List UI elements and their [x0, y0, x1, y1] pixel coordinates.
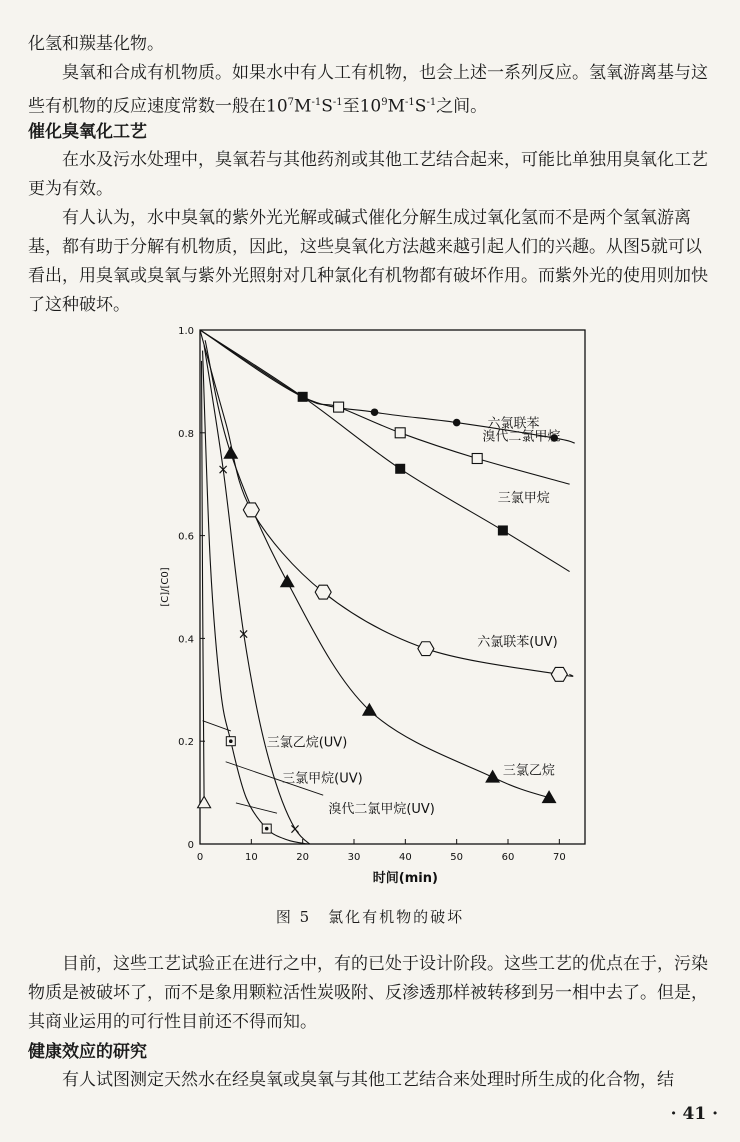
- y-tick-label: 0.4: [178, 634, 194, 646]
- series-annotation: 三氯乙烷(UV): [266, 735, 348, 751]
- figure-caption: 图 5 氯化有机物的破坏: [275, 908, 465, 926]
- data-point-dot: [265, 827, 269, 831]
- paragraph-1: 臭氧和合成有机物质。如果水中有人工有机物，也会上述一系列反应。氢氧游离基与这些有机物的反应速度常数一般在$10^7M^{-1}S^{-1}$至$10^9M^{-1}S^{-1}$之间。: [28, 63, 708, 117]
- paragraph-3: 有人认为，水中臭氧的紫外光光解或碱式催化分解生成过氧化氢而不是两个氢氧游离基，都有助于分解有机物质，因此，这些臭氧化方法越来越引起人们的兴趣。从图5就可以看出，用臭氧或臭氧与紫外光照射对几种氯化有机物都有破坏作用。而紫外光的使用则加快了这种破坏。: [28, 208, 708, 315]
- x-axis-label: 时间(min): [372, 871, 438, 886]
- text-line-top: 化氢和羰基化物。: [28, 34, 164, 54]
- data-point: [315, 585, 331, 599]
- data-point: [395, 428, 405, 438]
- x-tick-label: 0: [196, 852, 204, 863]
- data-point: [298, 392, 308, 402]
- y-axis-label: [C]/[C0]: [160, 567, 171, 607]
- y-tick-label: 0.8: [178, 428, 194, 440]
- series-annotation: 三氯甲烷: [497, 491, 550, 507]
- data-point: [371, 408, 379, 416]
- data-point: [498, 525, 508, 535]
- x-tick-label: 30: [347, 852, 361, 863]
- x-tick-label: 10: [244, 852, 258, 863]
- paragraph-4: 目前，这些工艺试验正在进行之中，有的已处于设计阶段。这些工艺的优点在于，污染物质是被破坏了，而不是象用颗粒活性炭吸附、反渗透那样被转移到另一相中去了。但是，其商业运用的可行性目前还不得而知。: [28, 954, 708, 1032]
- y-tick-label: 1.0: [178, 326, 194, 337]
- page-number: · 41 ·: [670, 1104, 718, 1124]
- y-tick-label: 0: [187, 840, 194, 851]
- y-tick-label: 0.2: [178, 737, 194, 749]
- data-point: [551, 667, 567, 681]
- paragraph-2: 在水及污水处理中，臭氧若与其他药剂或其他工艺结合起来，可能比单独用臭氧化工艺更为有效。: [28, 150, 708, 199]
- series-annotation: 溴代二氯甲烷(UV): [328, 802, 435, 818]
- data-point: [243, 503, 259, 517]
- data-point-dot: [229, 739, 233, 743]
- series-line: [200, 330, 570, 572]
- series-annotation: 六氯联苯: [487, 416, 540, 432]
- series-line: [205, 340, 549, 797]
- x-tick-label: 50: [450, 852, 464, 863]
- y-tick-label: 0.6: [178, 531, 194, 543]
- figure-5-chart: [120, 318, 600, 898]
- chart-labels: [267, 417, 561, 818]
- x-tick-label: 60: [501, 852, 515, 863]
- series-line: [203, 351, 308, 844]
- data-point: [453, 419, 461, 427]
- data-point: [418, 642, 434, 656]
- data-point: [281, 575, 294, 586]
- data-point: [334, 402, 344, 412]
- x-tick-label: 20: [296, 852, 310, 863]
- series-line: [202, 361, 205, 803]
- x-tick-label: 40: [398, 852, 412, 863]
- series-annotation: 六氯联苯(UV): [477, 635, 558, 651]
- data-point: [472, 454, 482, 464]
- section-heading-catalytic-ozonation: 催化臭氧化工艺: [28, 122, 147, 142]
- data-point: [395, 464, 405, 474]
- leader-line: [236, 803, 277, 813]
- data-point: [543, 791, 556, 802]
- section-heading-health-effects: 健康效应的研究: [28, 1042, 147, 1062]
- x-tick-label: 70: [552, 852, 566, 863]
- data-point: ×: [237, 626, 250, 643]
- data-point: [224, 447, 237, 458]
- data-point: ×: [217, 461, 229, 478]
- paragraph-5: 有人试图测定天然水在经臭氧或臭氧与其他工艺结合来处理时所生成的化合物，结: [62, 1070, 674, 1090]
- series-annotation: 三氯甲烷(UV): [282, 771, 363, 787]
- data-point: ×: [289, 821, 301, 838]
- series-annotation: 三氯乙烷: [502, 763, 555, 779]
- series-line: [200, 330, 570, 484]
- data-point: [486, 771, 499, 782]
- series-annotation: 溴代二氯甲烷: [482, 429, 561, 445]
